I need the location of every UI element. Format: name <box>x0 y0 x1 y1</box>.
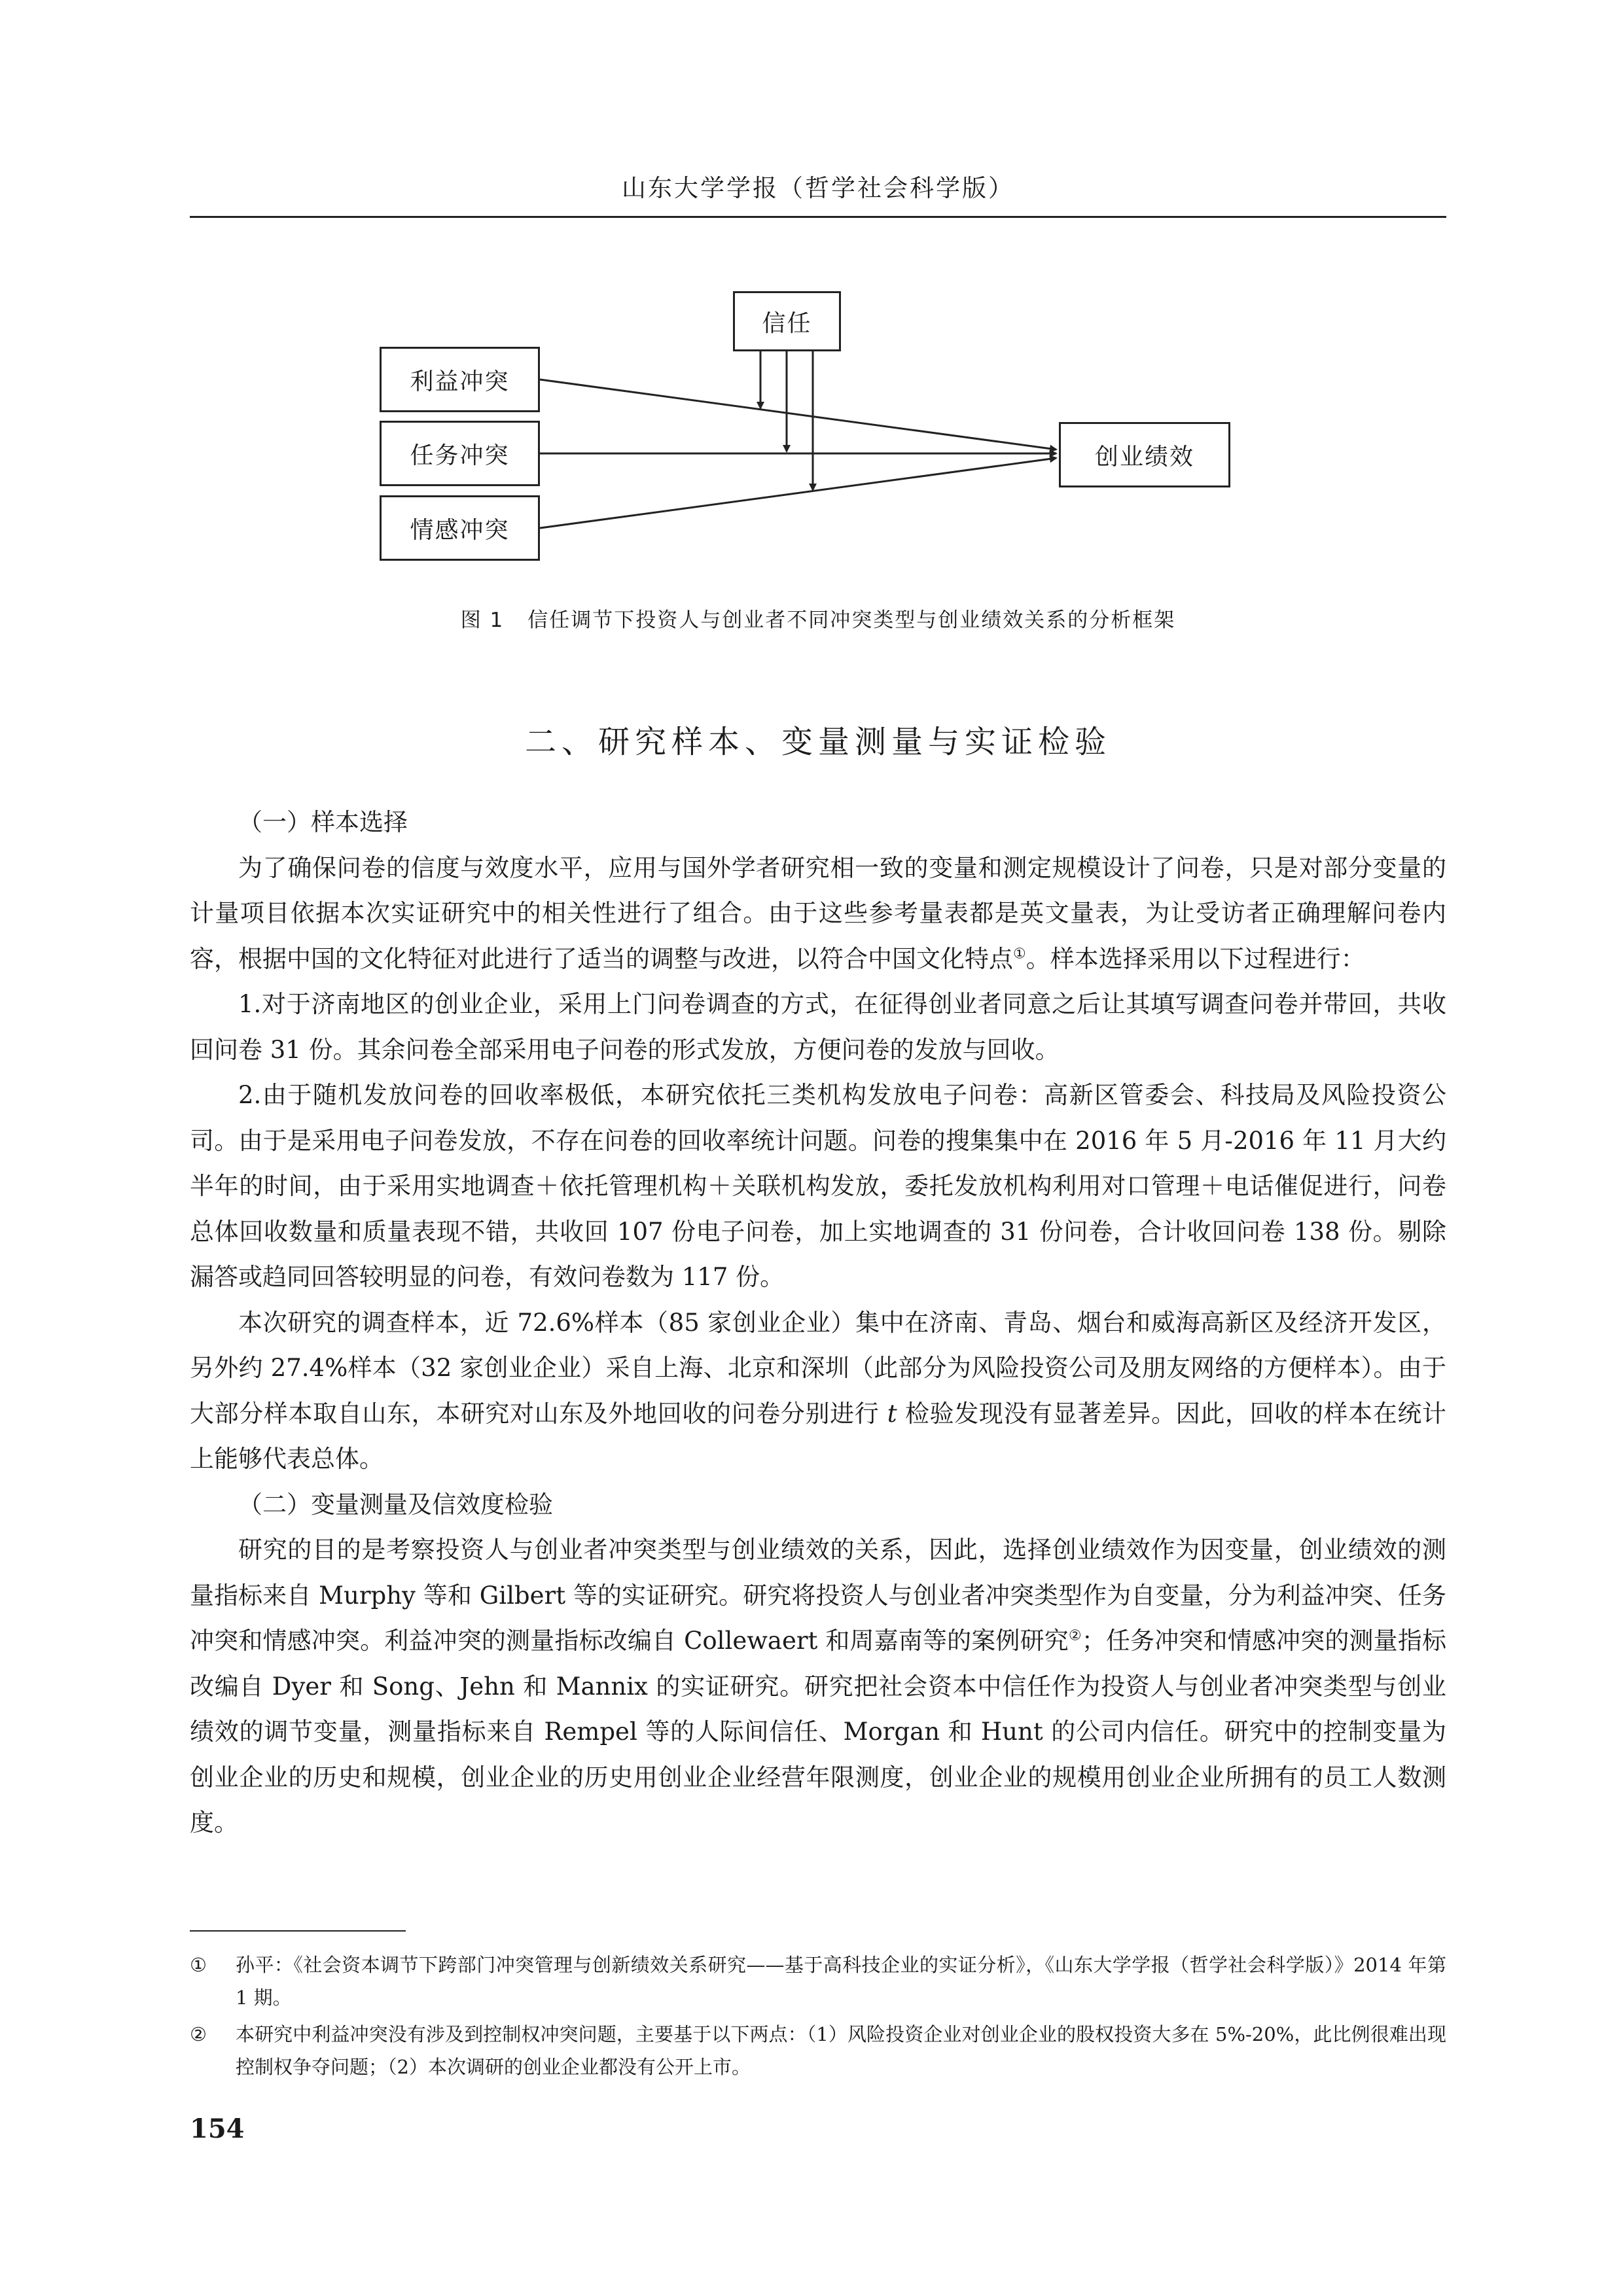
node-task-conflict: 任务冲突 <box>380 421 540 486</box>
footnote-ref-2[interactable]: ② <box>1068 1627 1082 1644</box>
footnote-text: 孙平：《社会资本调节下跨部门冲突管理与创新绩效关系研究——基于高科技企业的实证分析》，《山东大学学报（哲学社会科学版）》2014 年第 1 期。 <box>236 1954 1446 2009</box>
paragraph-5: 研究的目的是考察投资人与创业者冲突类型与创业绩效的关系，因此，选择创业绩效作为因变量，创业绩效的测量指标来自 Murphy 等和 Gilbert 等的实证研究。研究将投资人与创业者冲突类型作为自变量，分为利益冲突、任务冲突和情感冲突。利益冲突的测量指标改编自 Collewaert 和周嘉南等的案例研究②；任务冲突和情感冲突的测量指标改编自 Dyer 和 Song、Jehn 和 Mannix 的实证研究。研究把社会资本中信任作为投资人与创业者冲突类型与创业绩效的调节变量，测量指标来自 Rempel 等的人际间信任、Morgan 和 Hunt 的公司内信任。研究中的控制变量为创业企业的历史和规模，创业企业的历史用创业企业经营年限测度，创业企业的规模用创业企业所拥有的员工人数测度。 <box>190 1536 1447 1837</box>
body-text <box>190 800 1446 1846</box>
paragraph-3: 2.由于随机发放问卷的回收率极低，本研究依托三类机构发放电子问卷：高新区管委会、科技局及风险投资公司。由于是采用电子问卷发放，不存在问卷的回收率统计问题。问卷的搜集集中在 2016 年 5 月-2016 年 11 月大约半年的时间，由于采用实地调查＋依托管理机构＋关联机构发放，委托发放机构利用对口管理＋电话催促进行，问卷总体回收数量和质量表现不错，共收回 107 份电子问卷，加上实地调查的 31 份问卷，合计收回问卷 138 份。剔除漏答或趋同回答较明显的问卷，有效问卷数为 117 份。 <box>190 1081 1446 1291</box>
figure-number: 图 1 <box>460 609 505 632</box>
page-number: 154 <box>190 2113 245 2144</box>
arrow-interest-to-performance <box>540 380 1056 450</box>
journal-title: 山东大学学报（哲学社会科学版） <box>622 174 1014 202</box>
paragraph-4: 本次研究的调查样本，近 72.6%样本（85 家创业企业）集中在济南、青岛、烟台和威海高新区及经济开发区，另外约 27.4%样本（32 家创业企业）采自上海、北京和深圳（此部分为风险投资公司及朋友网络的方便样本）。由于大部分样本取自山东，本研究对山东及外地回收的问卷分别进行 t 检验发现没有显著差异。因此，回收的样本在统计上能够代表总体。 <box>190 1308 1446 1473</box>
node-performance: 创业绩效 <box>1059 422 1230 487</box>
footnote-divider <box>190 1930 406 1932</box>
paragraph-2: 1.对于济南地区的创业企业，采用上门问卷调查的方式，在征得创业者同意之后让其填写调查问卷并带回，共收回问卷 31 份。其余问卷全部采用电子问卷的形式发放，方便问卷的发放与回收。 <box>190 990 1446 1064</box>
paragraph-1: 为了确保问卷的信度与效度水平，应用与国外学者研究相一致的变量和测定规模设计了问卷，只是对部分变量的计量项目依据本次实证研究中的相关性进行了组合。由于这些参考量表都是英文量表，为让受访者正确理解问卷内容，根据中国的文化特征对此进行了适当的调整与改进，以符合中国文化特点①。样本选择采用以下过程进行： <box>190 853 1446 973</box>
arrow-emotion-to-performance <box>540 458 1056 528</box>
footnote <box>190 2018 1446 2083</box>
figure-caption-text: 信任调节下投资人与创业者不同冲突类型与创业绩效关系的分析框架 <box>527 609 1176 632</box>
node-emotion-conflict: 情感冲突 <box>380 495 540 561</box>
figure-caption <box>190 603 1446 633</box>
footnote-text: 本研究中利益冲突没有涉及到控制权冲突问题，主要基于以下两点：（1）风险投资企业对创业企业的股权投资大多在 5%-20%，此比例很难出现控制权争夺问题；（2）本次调研的创业企业都没有公开上市。 <box>236 2023 1446 2078</box>
subsection-heading-2: （二）变量测量及信效度检验 <box>238 1490 553 1519</box>
footnote <box>190 1949 1446 2014</box>
t-test-symbol: t <box>887 1399 897 1428</box>
node-trust: 信任 <box>733 291 841 351</box>
footnote-mark: ② <box>190 2023 207 2045</box>
footnote-mark: ① <box>190 1954 207 1976</box>
framework-figure <box>366 281 1257 589</box>
section-title: 二、研究样本、变量测量与实证检验 <box>524 724 1111 760</box>
running-header <box>190 169 1446 218</box>
node-interest-conflict: 利益冲突 <box>380 347 540 412</box>
subsection-heading-1: （一）样本选择 <box>238 808 408 836</box>
footnotes <box>190 1949 1446 2087</box>
footnote-ref-1[interactable]: ① <box>1013 945 1026 963</box>
